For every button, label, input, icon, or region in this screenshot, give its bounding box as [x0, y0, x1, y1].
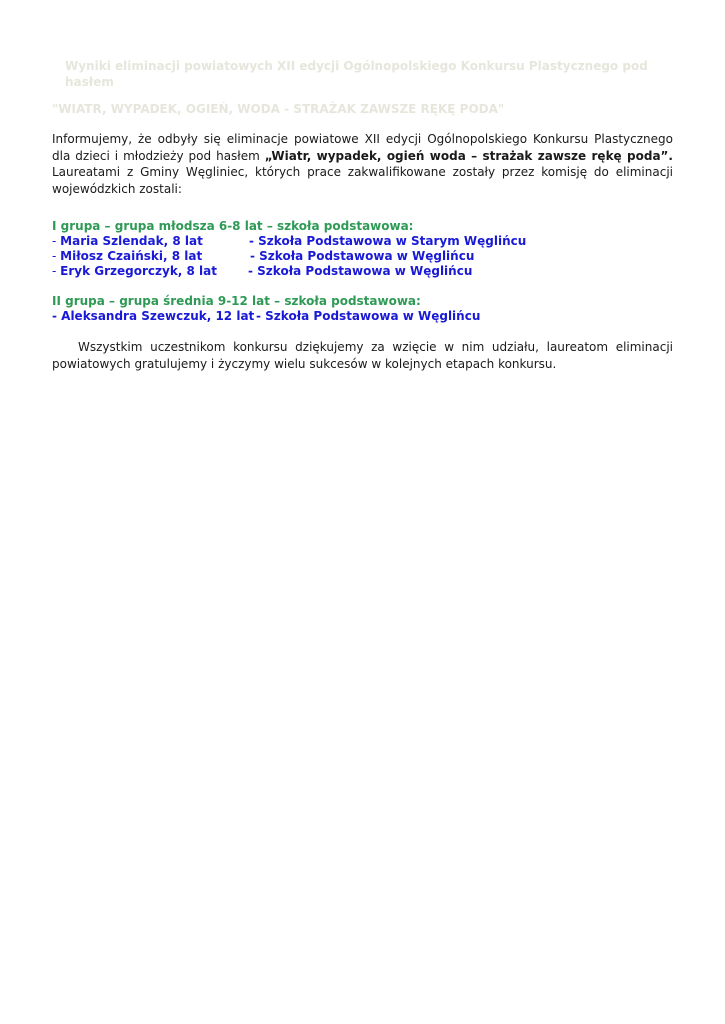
intro-slogan: „Wiatr, wypadek, ogień woda – strażak zawsze rękę poda”. — [264, 148, 673, 163]
winner-name: Miłosz Czaiński, 8 lat — [60, 249, 203, 263]
winner-dash: - — [52, 234, 61, 248]
winner-name: Eryk Grzegorczyk, 8 lat — [60, 264, 218, 278]
winner-dash: - — [52, 249, 61, 263]
intro-text-2: Laureatami z Gminy Węgliniec, których prace zakwalifikowane zostały przez komisję do eliminacji wojewódzkich zostali: — [52, 165, 673, 196]
winner-school: - Szkoła Podstawowa w Starym Węglińcu — [249, 234, 527, 248]
closing-paragraph: Wszystkim uczestnikom konkursu dziękujemy za wzięcie w nim udziału, laureatom eliminacji powiatowych gratulujemy i życzymy wielu sukcesów w kolejnych etapach konkursu. — [52, 340, 673, 371]
winner-name: - Aleksandra Szewczuk, 12 lat — [52, 309, 255, 323]
winner-row — [52, 264, 673, 279]
winner-school: - Szkoła Podstawowa w Węglińcu — [256, 309, 481, 323]
group-2-heading: II grupa – grupa średnia 9-12 lat – szkoła podstawowa: — [52, 294, 421, 308]
winner-row — [52, 249, 673, 264]
document-page — [52, 58, 673, 372]
intro-text-1: Informujemy, że odbyły się eliminacje powiatowe XII edycji Ogólnopolskiego Konkursu Plastycznego dla dzieci i młodzieży pod hasłem — [52, 132, 673, 163]
contest-slogan-title: "WIATR, WYPADEK, OGIEŃ, WODA - STRAŻAK ZAWSZE RĘKĘ PODA" — [52, 102, 505, 116]
group-1-heading: I grupa – grupa młodsza 6-8 lat – szkoła podstawowa: — [52, 219, 414, 233]
winner-row — [52, 234, 673, 249]
winner-name: Maria Szlendak, 8 lat — [60, 234, 203, 248]
winner-school: - Szkoła Podstawowa w Węglińcu — [250, 249, 475, 263]
intro-paragraph — [52, 131, 673, 197]
document-title: Wyniki eliminacji powiatowych XII edycji Ogólnopolskiego Konkursu Plastycznego pod hasłem — [65, 59, 648, 89]
winner-school: - Szkoła Podstawowa w Węglińcu — [248, 264, 473, 278]
winner-row — [52, 309, 673, 324]
winner-dash: - — [52, 264, 61, 278]
